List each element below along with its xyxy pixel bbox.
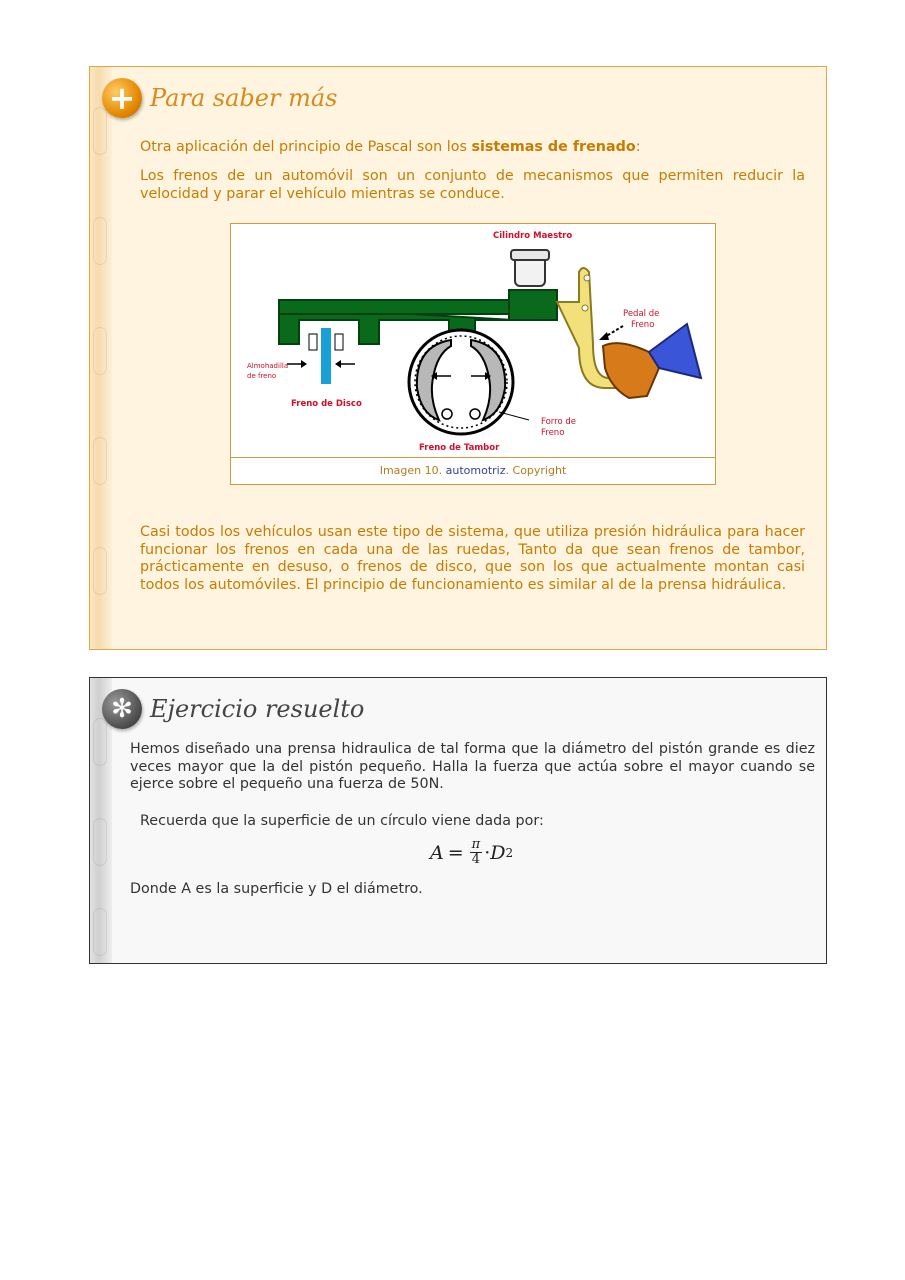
- section-header: [102, 686, 364, 732]
- figure-caption: Imagen 10. automotriz. Copyright: [231, 457, 715, 484]
- exercise-statement: Hemos diseñado una prensa hidraulica de tal forma que la diámetro del pistón grande es diez veces mayor que la del pistón pequeño. Halla la fuerza que actúa sobre el mayor cuando se ejerce sobre el pequeño una fuerza de 50N.: [130, 741, 815, 792]
- plus-icon: +: [102, 78, 142, 118]
- area-formula: A = $\frac{\pi}{4}$ · D 2: [430, 837, 514, 867]
- label-pedal-2: Freno: [631, 320, 655, 330]
- section-title: Ejercicio resuelto: [150, 695, 365, 723]
- caption-link[interactable]: automotriz: [445, 464, 506, 477]
- brake-diagram: [239, 228, 707, 456]
- label-disco: Freno de Disco: [291, 399, 362, 409]
- label-cilindro: Cilindro Maestro: [493, 231, 573, 241]
- section-header: [102, 75, 337, 121]
- intro-text: Otra aplicación del principio de Pascal son los sistemas de frenado:: [140, 139, 641, 155]
- label-pedal-1: Pedal de: [623, 309, 660, 319]
- brake-diagram-figure: [230, 223, 716, 485]
- bold-term: sistemas de frenado: [471, 139, 636, 155]
- label-forro-2: Freno: [541, 428, 565, 438]
- ejercicio-resuelto-box: [89, 677, 827, 964]
- label-almohadilla-1: Almohadilla: [247, 362, 289, 370]
- flower-icon: ✻: [102, 689, 142, 729]
- paragraph: Donde A es la superficie y D el diámetro.: [130, 881, 423, 897]
- label-almohadilla-2: de freno: [247, 372, 277, 380]
- label-tambor: Freno de Tambor: [419, 443, 500, 453]
- paragraph: Casi todos los vehículos usan este tipo de sistema, que utiliza presión hidráulica para hacer funcionar los frenos en cada una de las ruedas, Tanto da que sean frenos de tambor, prácticamente en desuso, o frenos de disco, que son los que actualmente montan casi todos los automóviles. El principio de funcionamiento es similar al de la prensa hidráulica.: [140, 524, 805, 593]
- paragraph: Recuerda que la superficie de un círculo viene dada por:: [140, 813, 544, 829]
- label-forro-1: Forro de: [541, 417, 576, 427]
- para-saber-mas-box: [89, 66, 827, 650]
- decorative-strip: [90, 67, 112, 649]
- paragraph: Los frenos de un automóvil son un conjunto de mecanismos que permiten reducir la velocidad y parar el vehículo mientras se conduce.: [140, 168, 805, 202]
- section-title: Para saber más: [150, 84, 338, 112]
